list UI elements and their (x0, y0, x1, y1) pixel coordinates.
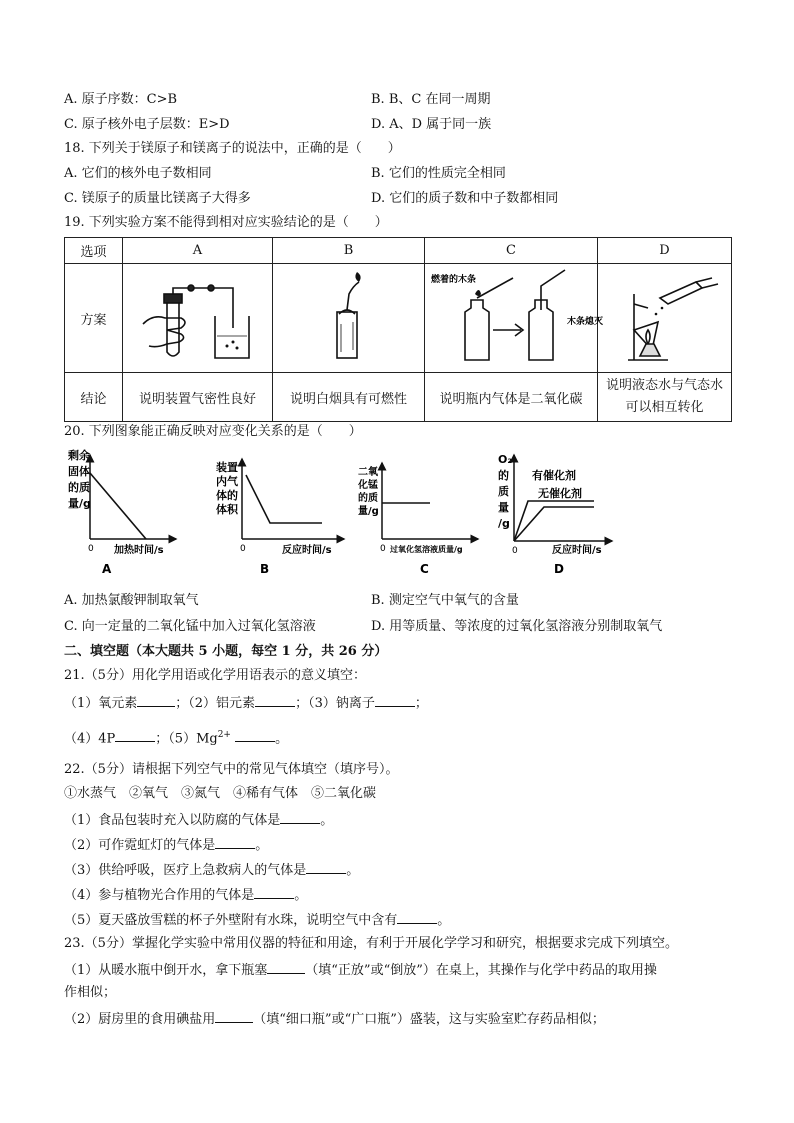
graph-a-ylabel-1: 剩余 (68, 449, 90, 462)
graph-b-curve (246, 475, 322, 523)
q21-part3: ；（3）钠离子 (295, 696, 375, 711)
q19-plan-row (65, 264, 732, 373)
q17-option-b: B. B、C 在同一周期 (371, 92, 491, 107)
q21-blank3[interactable] (375, 693, 415, 707)
q21-end-2: 。 (275, 731, 289, 747)
q23-s1a: （1）从暖水瓶中倒开水，拿下瓶塞 (64, 963, 268, 978)
airtight-check-illustration (123, 264, 272, 368)
q22-s4-end: 。 (294, 888, 308, 903)
q22-options: ①水蒸气 ②氧气 ③氮气 ④稀有气体 ⑤二氧化碳 (64, 786, 377, 801)
q21-blank5[interactable] (235, 728, 275, 742)
q22-s4-line (64, 885, 307, 905)
q22-s3: （3）供给呼吸，医疗上急救病人的气体是 (64, 863, 307, 878)
q21-stem: 21.（5分）用化学用语或化学用语表示的意义填空： (64, 668, 366, 683)
graph-a-origin: 0 (88, 544, 94, 554)
graph-b-ylabel-1: 装置 (216, 461, 238, 474)
q19-conclusion-a: 说明装置气密性良好 (123, 373, 273, 422)
section-heading: 二、填空题（本大题共 5 小题，每空 1 分，共 26 分） (64, 644, 388, 659)
graph-d (498, 453, 612, 576)
graph-c (357, 463, 478, 576)
q22-s4: （4）参与植物光合作用的气体是 (64, 888, 255, 903)
q21-part4: （4）4P (64, 731, 116, 747)
graph-b-ylabel-2: 内气 (216, 475, 238, 488)
graph-d-ylabel-2: 的 (498, 469, 509, 482)
q23-s1c: 作相似； (64, 985, 117, 1000)
q18-option-a: A. 它们的核外电子数相同 (64, 166, 212, 181)
q22-stem: 22.（5分）请根据下列空气中的常见气体填空（填序号）。 (64, 762, 399, 777)
q21-superscript: 2+ (217, 730, 231, 740)
graph-a-tag: A (102, 562, 112, 576)
q22-s2-end: 。 (255, 838, 269, 853)
q22-s5-end: 。 (437, 913, 451, 928)
graph-c-ylabel-1: 二氧 (358, 467, 378, 478)
q23-s2b: （填“细口瓶”或“广口瓶”）盛装，这与实验室贮存药品相似； (253, 1012, 605, 1027)
graph-d-tag: D (554, 562, 564, 576)
q21-part1: （1）氧元素 (64, 696, 138, 711)
q19-image-a (123, 264, 273, 373)
q17-option-c: C. 原子核外电子层数：E>D (64, 117, 230, 132)
graph-a-ylabel-3: 的质 (68, 481, 90, 494)
q21-blank2[interactable] (255, 693, 295, 707)
q18-option-d: D. 它们的质子数和中子数都相同 (371, 191, 559, 206)
graph-b-xlabel: 反应时间/s (282, 545, 332, 556)
q23-s1-line (64, 960, 657, 980)
q22-s2: （2）可作霓虹灯的气体是 (64, 838, 216, 853)
q23-s2-line (64, 1009, 605, 1029)
q23-blank2[interactable] (215, 1009, 253, 1023)
q22-s3-line (64, 860, 359, 880)
q19-header-c: C (425, 238, 598, 264)
q22-blank2[interactable] (215, 835, 255, 849)
q19-stem: 19. 下列实验方案不能得到相对应实验结论的是（ ） (64, 215, 388, 230)
graph-b (216, 459, 344, 576)
graph-a-curve (90, 473, 146, 539)
graph-c-ylabel-3: 的质 (358, 493, 378, 504)
graph-d-curve-no-catalyst (514, 507, 594, 541)
q18-option-c: C. 镁原子的质量比镁离子大得多 (64, 191, 251, 206)
graph-b-tag: B (260, 562, 270, 576)
graph-d-ylabel-5: /g (498, 517, 510, 530)
q19-header-a: A (123, 238, 273, 264)
q20-option-c: C. 向一定量的二氧化锰中加入过氧化氢溶液 (64, 619, 316, 634)
q19-conclusion-d: 说明液态水与气态水可以相互转化 (598, 373, 732, 422)
bottle-test-illustration (425, 264, 604, 368)
graph-c-ylabel-4: 量/g (358, 506, 379, 517)
q22-s1-end: 。 (320, 813, 334, 828)
c-label-stick-out: 木条熄灭 (567, 317, 604, 327)
graph-d-xlabel: 反应时间/s (552, 545, 602, 556)
q23-blank1[interactable] (267, 960, 305, 974)
q17-option-a: A. 原子序数：C>B (64, 92, 178, 107)
q20-option-b: B. 测定空气中氧气的含量 (371, 593, 519, 608)
q19-image-d (598, 264, 732, 373)
graph-c-origin: 0 (380, 544, 386, 554)
graph-b-ylabel-4: 体积 (216, 503, 238, 516)
graph-d-curve1-label: 有催化剂 (532, 469, 576, 482)
q20-option-d: D. 用等质量、等浓度的过氧化氢溶液分别制取氧气 (371, 619, 663, 634)
q20-option-a: A. 加热氯酸钾制取氧气 (64, 593, 199, 608)
q22-s1: （1）食品包装时充入以防腐的气体是 (64, 813, 281, 828)
graph-c-xlabel: 过氧化氢溶液质量/g (390, 545, 463, 554)
graph-a-xlabel: 加热时间/s (114, 545, 164, 556)
graph-b-origin: 0 (240, 544, 246, 554)
q22-s3-end: 。 (346, 863, 360, 878)
q21-blank4[interactable] (115, 728, 155, 742)
q20-graphs (64, 445, 728, 579)
graph-a (68, 448, 176, 576)
q21-blank1[interactable] (137, 693, 175, 707)
q19-conclusion-label: 结论 (65, 373, 123, 422)
q21-part5: ；（5）Mg (155, 731, 218, 747)
c-label-burning-stick: 燃着的木条 (431, 275, 477, 285)
q22-s5: （5）夏天盛放雪糕的杯子外壁附有水珠，说明空气中含有 (64, 913, 398, 928)
q19-table (64, 237, 732, 422)
q21-part2: ；（2）铝元素 (175, 696, 256, 711)
q19-plan-label: 方案 (65, 264, 123, 373)
q21-line1 (64, 693, 428, 713)
q19-header-d: D (598, 238, 732, 264)
q19-image-c (425, 264, 604, 373)
water-condense-illustration (598, 264, 731, 368)
graph-c-tag: C (420, 562, 429, 576)
q19-header-b: B (273, 238, 425, 264)
graph-d-curve2-label: 无催化剂 (538, 487, 582, 500)
candle-smoke-illustration (273, 264, 424, 368)
q19-conclusion-row (65, 373, 732, 422)
graph-a-ylabel-4: 量/g (68, 497, 91, 510)
graph-d-ylabel-3: 质 (498, 485, 509, 498)
q18-option-b: B. 它们的性质完全相同 (371, 166, 506, 181)
graph-b-ylabel-3: 体的 (216, 489, 238, 502)
q22-blank3[interactable] (306, 860, 346, 874)
q18-stem: 18. 下列关于镁原子和镁离子的说法中，正确的是（ ） (64, 141, 401, 156)
q22-s2-line (64, 835, 268, 855)
graph-d-ylabel-4: 量 (498, 501, 509, 514)
q19-conclusion-c: 说明瓶内气体是二氧化碳 (425, 373, 598, 422)
graph-d-ylabel-1: O₂ (498, 453, 513, 466)
q19-header-row (65, 238, 732, 264)
q22-blank4[interactable] (254, 885, 294, 899)
q22-s5-line (64, 910, 450, 930)
q22-blank5[interactable] (397, 910, 437, 924)
q23-stem: 23.（5分）掌握化学实验中常用仪器的特征和用途，有利于开展化学学习和研究，根据要求完成下列填空。 (64, 936, 678, 951)
q23-s1b: （填“正放”或“倒放”）在桌上，其操作与化学中药品的取用操 (305, 963, 657, 978)
q21-end-1: ； (414, 696, 428, 711)
graph-c-ylabel-2: 化锰 (358, 480, 378, 491)
q19-header-option: 选项 (65, 238, 123, 264)
q23-s2a: （2）厨房里的食用碘盐用 (64, 1012, 216, 1027)
q22-s1-line (64, 810, 333, 830)
q19-image-b (273, 264, 425, 373)
graph-d-origin: 0 (512, 546, 518, 556)
q17-option-d: D. A、D 属于同一族 (371, 117, 492, 132)
q22-blank1[interactable] (280, 810, 320, 824)
graph-a-ylabel-2: 固体 (68, 465, 90, 478)
q19-conclusion-b: 说明白烟具有可燃性 (273, 373, 425, 422)
q21-line2 (64, 726, 288, 748)
q20-stem: 20. 下列图象能正确反映对应变化关系的是（ ） (64, 424, 362, 439)
